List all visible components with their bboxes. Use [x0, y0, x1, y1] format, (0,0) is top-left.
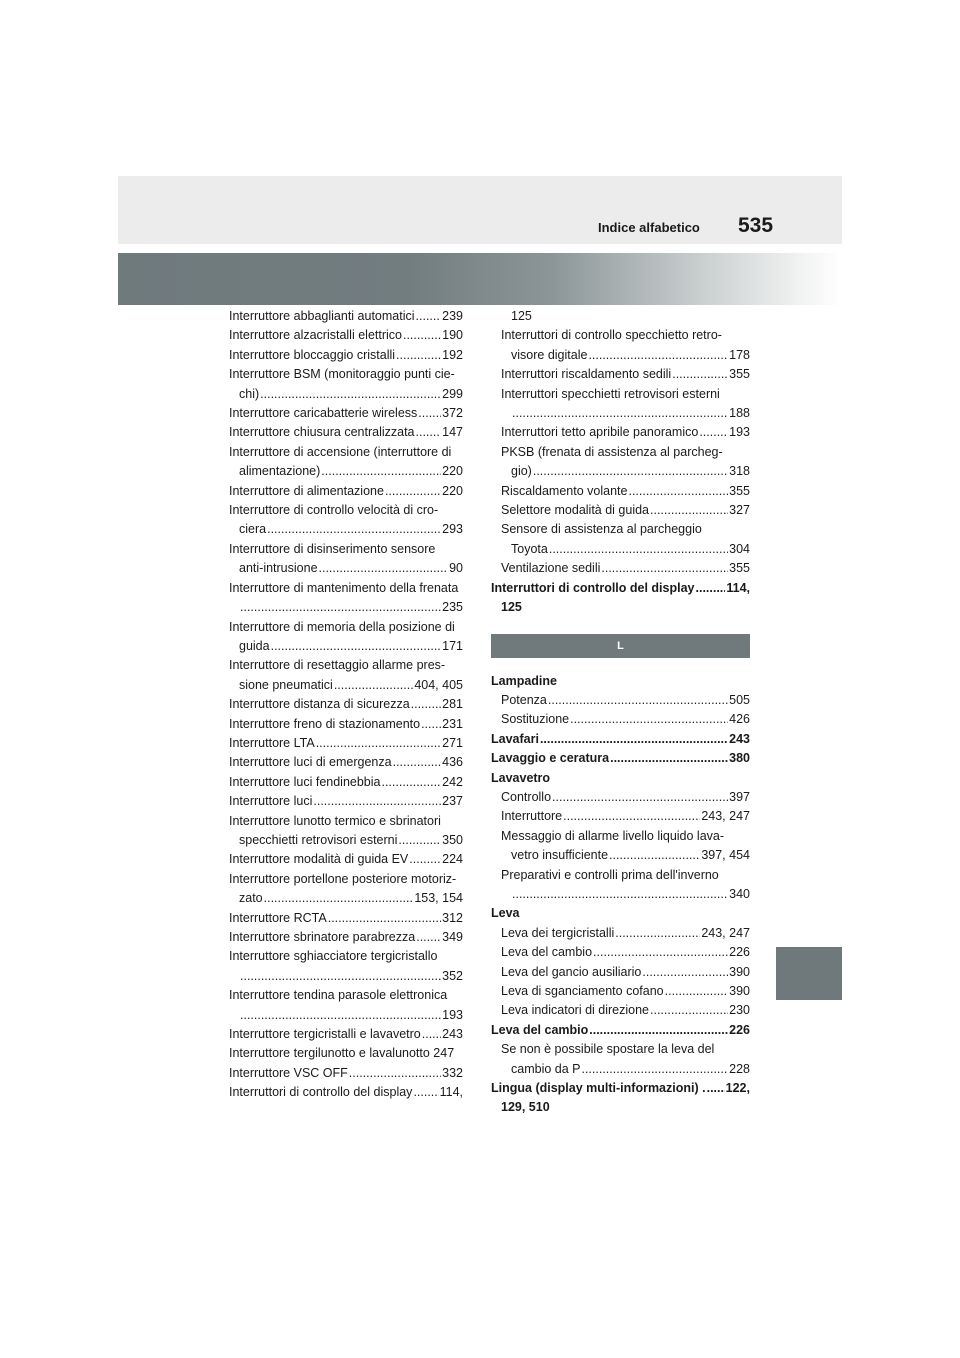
page-reference: 312	[442, 910, 463, 925]
dot-leader	[570, 710, 728, 729]
index-entry	[229, 326, 463, 345]
dot-leader	[609, 846, 700, 865]
index-entry	[229, 520, 463, 539]
page-reference: 271	[442, 735, 463, 750]
index-line: Interruttore di accensione (interruttore di	[229, 444, 452, 459]
index-line: Interruttori di controllo specchietto retro-	[501, 328, 722, 343]
page-reference: 114,	[439, 1085, 463, 1100]
page-reference: 243	[442, 1027, 463, 1042]
dot-leader	[642, 963, 728, 982]
index-entry-label: sione pneumatici	[239, 677, 333, 692]
index-entry	[229, 598, 463, 617]
dot-leader	[650, 1001, 728, 1020]
index-line: Lavavetro	[491, 770, 551, 785]
index-entry	[229, 753, 463, 772]
dot-leader	[588, 346, 728, 365]
index-entry	[229, 967, 463, 986]
index-entry-label: guida	[239, 638, 270, 653]
dot-leader	[349, 1064, 441, 1083]
index-entry	[229, 1083, 463, 1102]
index-entry-label: Interruttore alzacristalli elettrico	[229, 328, 402, 343]
page-reference: 380	[729, 751, 750, 766]
index-entry	[229, 385, 463, 404]
index-line: Lampadine	[491, 673, 557, 688]
index-entry	[491, 885, 750, 904]
page-reference: 390	[729, 984, 750, 998]
index-entry	[491, 1060, 750, 1079]
dot-leader	[413, 1083, 438, 1102]
dot-leader	[385, 482, 441, 501]
page-reference: 397	[729, 789, 750, 804]
index-entry-label: Leva dei tergicristalli	[501, 925, 615, 940]
index-entry-label: Interruttore VSC OFF	[229, 1065, 348, 1080]
index-entry-label: gio)	[511, 464, 532, 479]
index-entry	[229, 482, 463, 501]
page-reference: 355	[729, 367, 750, 382]
page-reference: 318	[729, 464, 750, 479]
index-column-left	[229, 307, 463, 1103]
index-entry-label: Interruttore chiusura centralizzata	[229, 425, 415, 440]
index-entry	[491, 579, 750, 598]
page-reference: 299	[442, 386, 463, 401]
index-line: Messaggio di allarme livello liquido lava-	[501, 828, 725, 843]
index-line: Interruttore tergilunotto e lavalunotto 247	[229, 1046, 455, 1061]
index-entry-label: Lingua (display multi-informazioni) .	[491, 1081, 706, 1096]
page-reference: 243, 247	[701, 925, 750, 940]
dot-leader	[260, 385, 441, 404]
index-entry	[491, 1001, 750, 1020]
dot-leader	[416, 307, 442, 326]
index-line: 125	[501, 600, 522, 615]
index-entry	[229, 637, 463, 656]
index-entry	[491, 982, 750, 1001]
page-reference: 153, 154	[414, 891, 463, 906]
page-reference: 90	[449, 561, 463, 576]
page-reference: 243, 247	[701, 809, 750, 824]
index-entry	[229, 676, 463, 695]
dot-leader	[650, 501, 728, 520]
index-entry	[491, 943, 750, 962]
index-entry-label: Interruttore caricabatterie wireless	[229, 406, 418, 421]
index-line: Interruttore BSM (monitoraggio punti cie-	[229, 367, 455, 382]
index-entry-label: Interruttore luci fendinebbia	[229, 774, 381, 789]
index-entry	[491, 749, 750, 768]
index-entry	[229, 1006, 463, 1025]
index-line: Interruttore di memoria della posizione di	[229, 619, 455, 634]
index-entry-label: Leva del cambio	[501, 945, 593, 960]
page-reference: 226	[729, 945, 750, 960]
index-line: Interruttore di controllo velocità di cro-	[229, 503, 439, 518]
page-reference: 327	[729, 503, 750, 518]
index-entry-label: specchietti retrovisori esterni	[239, 832, 398, 847]
page-reference: 426	[729, 712, 750, 727]
dot-leader	[240, 967, 441, 986]
index-entry	[491, 846, 750, 865]
page-reference: 122,	[725, 1081, 750, 1096]
index-entry	[229, 346, 463, 365]
index-entry	[491, 501, 750, 520]
index-entry-label: Interruttore distanza di sicurezza	[229, 697, 410, 712]
index-entry	[229, 831, 463, 850]
dot-leader	[696, 579, 726, 598]
dot-leader	[316, 734, 441, 753]
page-reference: 355	[729, 561, 750, 576]
index-entry-label: Interruttori tetto apribile panoramico	[501, 425, 699, 440]
page-reference: 304	[729, 541, 750, 556]
index-line: Interruttore lunotto termico e sbrinatori	[229, 813, 441, 828]
index-entry-label: Sostituzione	[501, 712, 570, 727]
dot-leader	[396, 346, 441, 365]
index-entry-label: Ventilazione sedili	[501, 561, 601, 576]
dot-leader	[416, 423, 442, 442]
index-line: Preparativi e controlli prima dell'inverno	[501, 867, 719, 882]
index-entry-label: Leva di sganciamento cofano	[501, 984, 664, 998]
page-reference: 355	[729, 483, 750, 498]
index-line: 129, 510	[501, 1100, 550, 1115]
index-column-right	[491, 307, 750, 1118]
index-line: Interruttore di resettaggio allarme pres-	[229, 658, 446, 673]
index-entry-label: Lavaggio e ceratura	[491, 751, 610, 766]
index-entry-label: Interruttori di controllo del display	[229, 1085, 413, 1100]
page-reference: 178	[729, 347, 750, 362]
index-entry-label: Interruttore bloccaggio cristalli	[229, 347, 396, 362]
page-reference: 114,	[726, 580, 750, 595]
page-reference: 220	[442, 483, 463, 498]
dot-leader	[552, 788, 728, 807]
page-reference: 349	[442, 930, 463, 944]
index-entry	[229, 1025, 463, 1044]
index-entry	[491, 404, 750, 423]
page-number: 535	[738, 214, 774, 237]
dot-leader	[398, 831, 441, 850]
index-line: 125	[511, 309, 532, 323]
index-line: Sensore di assistenza al parcheggio	[501, 522, 702, 537]
page-reference: 505	[729, 692, 750, 707]
index-entry	[229, 307, 463, 326]
index-line: Interruttore di disinserimento sensore	[229, 541, 436, 556]
index-line: Leva	[491, 906, 520, 921]
dot-leader	[707, 1079, 725, 1098]
page-reference: 390	[729, 964, 750, 979]
dot-leader	[533, 462, 728, 481]
index-line: Interruttore tendina parasole elettronica	[229, 988, 448, 1003]
dot-leader	[581, 1060, 728, 1079]
dot-leader	[328, 909, 441, 928]
index-entry	[229, 423, 463, 442]
dot-leader	[319, 559, 449, 578]
page-reference: 192	[442, 347, 463, 362]
index-line: Interruttori specchietti retrovisori esterni	[501, 386, 720, 401]
index-entry-label: alimentazione)	[239, 464, 321, 479]
index-entry-label: Leva indicatori di direzione	[501, 1003, 650, 1018]
page-reference: 235	[442, 600, 463, 615]
dot-leader	[421, 715, 441, 734]
index-entry	[491, 346, 750, 365]
index-entry-label: Selettore modalità di guida	[501, 503, 650, 518]
index-entry	[491, 559, 750, 578]
page-reference: 332	[442, 1065, 463, 1080]
index-entry	[491, 730, 750, 749]
page-reference: 190	[442, 328, 463, 343]
index-entry-label: Interruttore	[501, 809, 563, 824]
dot-leader	[589, 1021, 728, 1040]
index-entry-label: Interruttore tergicristalli e lavavetro	[229, 1027, 421, 1042]
index-entry	[229, 715, 463, 734]
index-entry	[229, 773, 463, 792]
dot-leader	[416, 928, 441, 947]
dot-leader	[548, 691, 728, 710]
index-entry	[229, 1064, 463, 1083]
index-entry-label: cambio da P	[511, 1061, 581, 1076]
page-reference: 231	[442, 716, 463, 731]
page-reference: 340	[729, 886, 750, 901]
dot-leader	[418, 404, 441, 423]
index-entry-label: visore digitale	[511, 347, 588, 362]
page-reference: 372	[442, 406, 463, 421]
index-entry	[229, 928, 463, 947]
index-entry	[229, 462, 463, 481]
index-entry	[491, 1079, 750, 1098]
page-reference: 293	[442, 522, 463, 537]
index-entry-label: Potenza	[501, 692, 547, 707]
index-entry	[229, 889, 463, 908]
index-entry	[491, 788, 750, 807]
dot-leader	[672, 365, 728, 384]
dot-leader	[321, 462, 441, 481]
index-entry-label: Interruttore luci	[229, 794, 313, 809]
dot-leader	[393, 753, 442, 772]
dot-leader	[271, 637, 442, 656]
dot-leader	[240, 1006, 441, 1025]
dot-leader	[610, 749, 728, 768]
index-entry	[491, 710, 750, 729]
dot-leader	[549, 540, 728, 559]
index-line: Se non è possibile spostare la leva del	[501, 1042, 715, 1057]
index-entry-label: vetro insufficiente	[511, 848, 609, 863]
index-entry	[229, 909, 463, 928]
index-line: Interruttore sghiacciatore tergicristallo	[229, 949, 438, 964]
index-entry	[229, 792, 463, 811]
section-header: L	[491, 634, 750, 658]
header-band	[118, 176, 842, 244]
page-reference: 230	[729, 1003, 750, 1018]
index-entry	[229, 695, 463, 714]
page-reference: 147	[442, 425, 463, 440]
index-entry	[491, 462, 750, 481]
page-reference: 436	[442, 755, 463, 770]
page-reference: 224	[442, 852, 463, 867]
index-entry-label: Interruttore abbaglianti automatici	[229, 309, 415, 323]
dot-leader	[267, 520, 441, 539]
page-reference: 281	[442, 697, 463, 712]
dot-leader	[512, 885, 728, 904]
page-reference: 350	[442, 832, 463, 847]
index-entry-label: Interruttori di controllo del display	[491, 580, 695, 595]
dot-leader	[665, 982, 729, 1001]
dot-leader	[699, 423, 728, 442]
page-reference: 220	[442, 464, 463, 479]
index-entry-label: Interruttore di alimentazione	[229, 483, 384, 498]
dot-leader	[313, 792, 441, 811]
index-entry-label: Leva del gancio ausiliario	[501, 964, 642, 979]
dot-leader	[615, 924, 700, 943]
index-line: Interruttore di mantenimento della frenata	[229, 580, 459, 595]
index-entry-label: Toyota	[511, 541, 548, 556]
index-entry	[229, 404, 463, 423]
index-entry-label: Interruttore modalità di guida EV	[229, 852, 409, 867]
index-entry-label: Interruttore LTA	[229, 735, 315, 750]
index-entry-label: Interruttore luci di emergenza	[229, 755, 392, 770]
index-entry-label: Controllo	[501, 789, 552, 804]
index-entry	[229, 734, 463, 753]
dot-leader	[264, 889, 414, 908]
page-header-title: Indice alfabetico	[598, 220, 700, 235]
index-entry	[229, 559, 463, 578]
page-reference: 188	[729, 406, 750, 421]
dot-leader	[601, 559, 728, 578]
index-entry	[491, 482, 750, 501]
dot-leader	[628, 482, 728, 501]
dot-leader	[334, 676, 414, 695]
index-entry-label: Interruttori riscaldamento sedili	[501, 367, 672, 382]
dot-leader	[403, 326, 441, 345]
dot-leader	[409, 850, 441, 869]
index-entry-label: Interruttore RCTA	[229, 910, 327, 925]
page-reference: 242	[442, 774, 463, 789]
index-entry	[491, 807, 750, 826]
index-entry-label: chi)	[239, 386, 260, 401]
index-entry-label: Lavafari	[491, 731, 539, 746]
index-entry	[491, 423, 750, 442]
index-entry-label: Interruttore sbrinatore parabrezza	[229, 930, 416, 944]
page-reference: 352	[442, 968, 463, 983]
index-entry-label: zato	[239, 891, 263, 906]
dot-leader	[422, 1025, 441, 1044]
dot-leader	[593, 943, 728, 962]
index-entry	[491, 365, 750, 384]
page-reference: 239	[442, 309, 463, 323]
index-entry	[491, 963, 750, 982]
index-entry-label: Leva del cambio	[491, 1022, 589, 1037]
dot-leader	[512, 404, 728, 423]
index-entry	[491, 1021, 750, 1040]
page-reference: 243	[729, 731, 750, 746]
dot-leader	[540, 730, 728, 749]
dot-leader	[563, 807, 700, 826]
index-line: PKSB (frenata di assistenza al parcheg-	[501, 444, 723, 459]
dot-leader	[381, 773, 441, 792]
index-line: Interruttore portellone posteriore motoriz-	[229, 871, 457, 886]
section-thumb-tab	[776, 947, 842, 1000]
index-entry	[229, 850, 463, 869]
page-reference: 193	[442, 1007, 463, 1022]
header-gradient-bar	[118, 253, 842, 305]
index-entry	[491, 540, 750, 559]
index-entry-label: Interruttore freno di stazionamento	[229, 716, 421, 731]
index-entry	[491, 691, 750, 710]
index-entry-label: Riscaldamento volante	[501, 483, 628, 498]
page-reference: 193	[729, 425, 750, 440]
page-reference: 237	[442, 794, 463, 809]
index-entry	[491, 924, 750, 943]
page-reference: 226	[729, 1022, 750, 1037]
dot-leader	[411, 695, 442, 714]
page-reference: 404, 405	[414, 677, 463, 692]
index-entry-label: ciera	[239, 522, 267, 537]
page-reference: 397, 454	[701, 848, 750, 863]
page-reference: 228	[729, 1061, 750, 1076]
dot-leader	[240, 598, 441, 617]
page-reference: 171	[442, 638, 463, 653]
index-entry-label: anti-intrusione	[239, 561, 318, 576]
